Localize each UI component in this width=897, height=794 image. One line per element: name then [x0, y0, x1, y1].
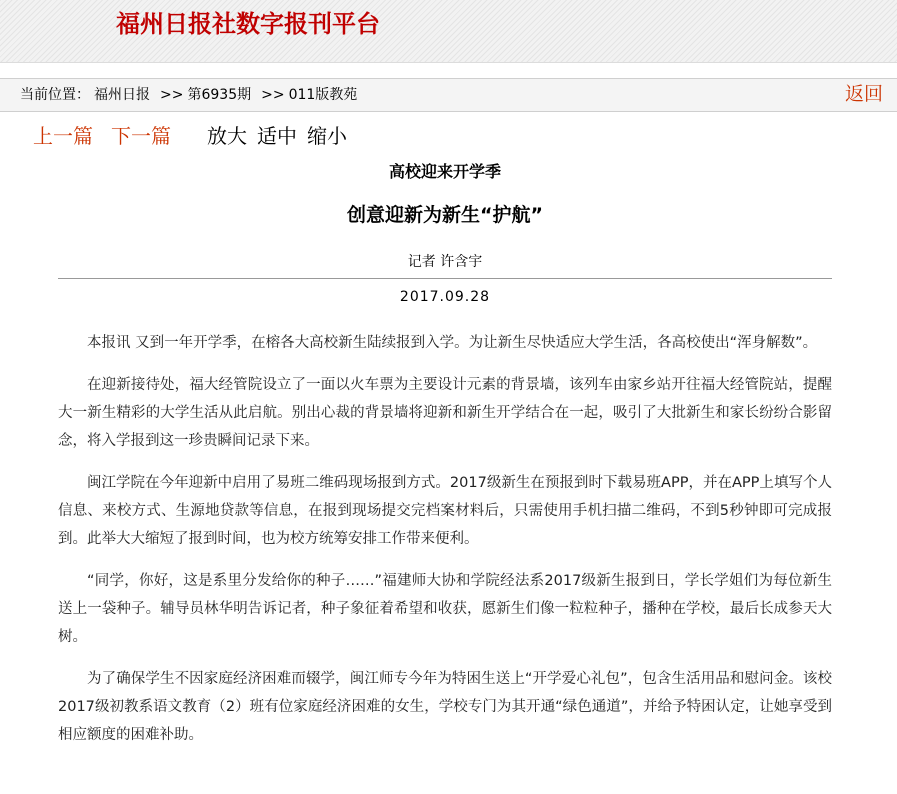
breadcrumb-separator: >>: [160, 87, 184, 103]
breadcrumb-page-link[interactable]: 011版: [288, 87, 330, 103]
prev-article-link[interactable]: 上一篇: [33, 124, 93, 148]
article-paragraph: 在迎新接待处，福大经管院设立了一面以火车票为主要设计元素的背景墙，该列车由家乡站开往福大经管院站，提醒大一新生精彩的大学生活从此启航。别出心裁的背景墙将迎新和新生开学结合在一起，吸引了大批新生和家长纷纷合影留念，将入学报到这一珍贵瞬间记录下来。: [58, 377, 832, 449]
article-title: 创意迎新为新生“护航”: [347, 204, 543, 226]
article-pre-title: 高校迎来开学季: [388, 162, 501, 181]
article-date: 2017.09.28: [399, 289, 491, 305]
article-paragraph: 为了确保学生不因家庭经济困难而辍学，闽江师专今年为特困生送上“开学爱心礼包”，包含生活用品和慰问金。该校2017级初教系语文教育（2）班有位家庭经济困难的女生，学校专门为其开通“绿色通道”，并给予特困认定，让她享受到相应额度的困难补助。: [58, 671, 832, 743]
article-paragraph: 本报讯 又到一年开学季，在榕各大高校新生陆续报到入学。为让新生尽快适应大学生活，各高校使出“浑身解数”。: [87, 335, 818, 351]
article-paragraph: 闽江学院在今年迎新中启用了易班二维码现场报到方式。2017级新生在预报到时下载易班APP，并在APP上填写个人信息、来校方式、生源地贷款等信息，在报到现场提交完档案材料后，只需使用手机扫描二维码，不到5秒钟即可完成报到。此举大大缩短了报到时间，也为校方统筹安排工作带来便利。: [58, 475, 832, 547]
article-body: [58, 329, 832, 749]
back-link[interactable]: 返回: [844, 83, 883, 105]
article: [58, 156, 832, 763]
breadcrumb-paper-link[interactable]: 福州日报: [94, 87, 150, 103]
article-toolbar: [33, 123, 357, 149]
site-title[interactable]: 福州日报社数字报刊平台: [116, 10, 380, 38]
zoom-out-button[interactable]: 缩小: [307, 124, 347, 148]
current-position-label: 当前位置：: [20, 87, 90, 103]
breadcrumb-separator: >>: [261, 87, 285, 103]
article-paragraph: “同学，你好，这是系里分发给你的种子……”福建师大协和学院经法系2017级新生报到日，学长学姐们为每位新生送上一袋种子。辅导员林华明告诉记者，种子象征着希望和收获，愿新生们像一粒粒种子，播种在学校，最后长成参天大树。: [58, 573, 832, 645]
breadcrumb: [20, 86, 361, 104]
article-byline: 记者 许含宇: [58, 252, 832, 279]
breadcrumb-section: 教苑: [329, 87, 358, 103]
site-header: [0, 0, 897, 63]
breadcrumb-bar: [0, 78, 897, 112]
next-article-link[interactable]: 下一篇: [111, 124, 171, 148]
zoom-in-button[interactable]: 放大: [207, 124, 247, 148]
breadcrumb-issue-link[interactable]: 第6935期: [187, 87, 252, 103]
fit-size-button[interactable]: 适中: [257, 124, 297, 148]
